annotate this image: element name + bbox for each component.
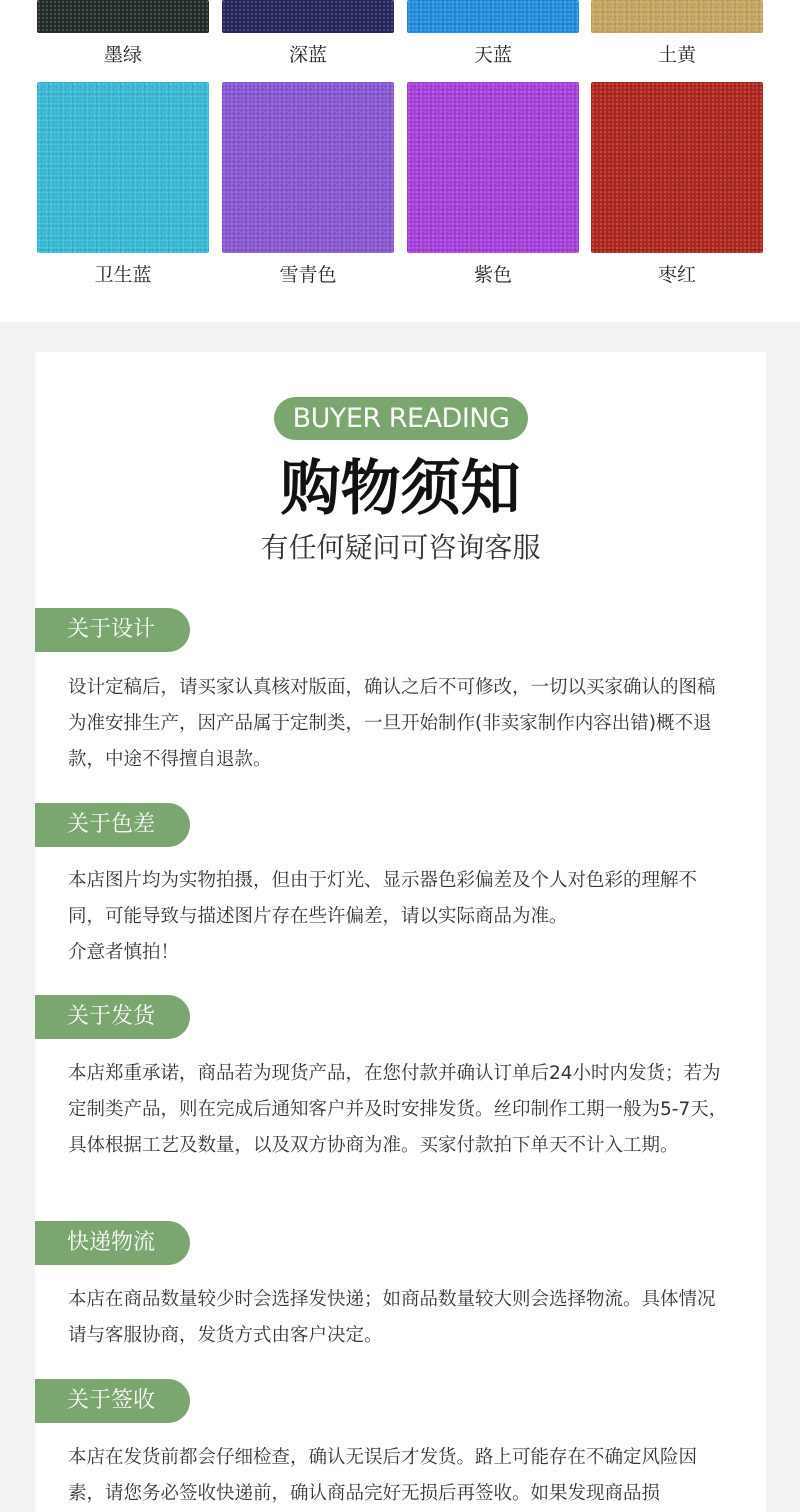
section-tab-shipping: 关于发货 [35,995,190,1039]
section-text-delivery-receipt [68,1440,733,1512]
section-tab-delivery-receipt: 关于签收 [35,1379,190,1423]
swatch-label: 卫生蓝 [94,264,152,286]
page-title: 购物须知 [280,454,521,524]
swatch-tile[interactable] [222,82,394,253]
page-subtitle: 有任何疑问可咨询客服 [260,531,541,564]
swatch-tile[interactable] [407,0,579,33]
swatch-tile[interactable] [591,82,763,253]
swatch-tile[interactable] [37,0,209,33]
section-tab-express-logistics: 快递物流 [35,1221,190,1265]
swatch-label: 雪青色 [279,264,337,286]
swatch-label: 枣红 [657,264,696,286]
paragraph: 本店在发货前都会仔细检查，确认无误后才发货。路上可能存在不确定风险因素，请您务必签收快递前，确认商品完好无损后再签收。如果发现商品损 [68,1447,698,1504]
color-swatch-panel [0,0,800,322]
paragraph: 设计定稿后，请买家认真核对版面，确认之后不可修改，一切以买家确认的图稿为准安排生产，因产品属于定制类，一旦开始制作(非卖家制作内容出错)概不退款，中途不得擅自退款。 [68,677,716,770]
swatch-tile[interactable] [37,82,209,253]
section-tab-design: 关于设计 [35,608,190,652]
swatch-tile[interactable] [591,0,763,33]
swatch-label: 紫色 [473,264,512,286]
section-text-shipping [68,1056,733,1164]
buyer-reading-badge: BUYER READING [274,397,528,440]
swatch-label: 土黄 [657,44,696,66]
paragraph: 本店在商品数量较少时会选择发快递；如商品数量较大则会选择物流。具体情况请与客服协商，发货方式由客户决定。 [68,1289,716,1346]
paragraph: 介意者慎拍！ [68,942,180,963]
paragraph: 本店图片均为实物拍摄，但由于灯光、显示器色彩偏差及个人对色彩的理解不同，可能导致与描述图片存在些许偏差，请以实际商品为准。 [68,870,698,927]
section-text-color-difference [68,863,733,971]
swatch-label: 墨绿 [103,44,142,66]
swatch-label: 天蓝 [473,44,512,66]
swatch-tile[interactable] [222,0,394,33]
section-text-design [68,670,733,778]
swatch-tile[interactable] [407,82,579,253]
section-text-express-logistics [68,1282,733,1354]
buyer-reading-card [35,352,766,1512]
section-tab-color-difference: 关于色差 [35,803,190,847]
paragraph: 本店郑重承诺，商品若为现货产品，在您付款并确认订单后24小时内发货；若为定制类产品，则在完成后通知客户并及时安排发货。丝印制作工期一般为5-7天，具体根据工艺及数量，以及双方协商为准。买家付款拍下单天不计入工期。 [68,1063,728,1156]
swatch-label: 深蓝 [288,44,327,66]
